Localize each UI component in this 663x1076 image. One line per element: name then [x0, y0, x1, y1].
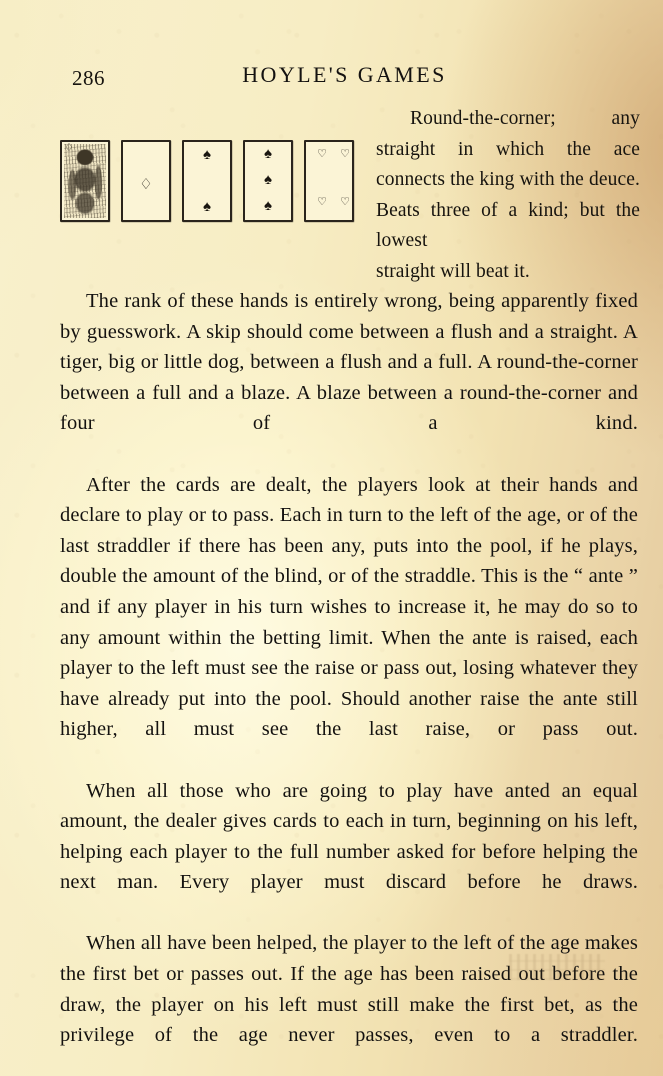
figure-with-caption	[60, 104, 640, 287]
paragraph: When all have been helped, the player to the left of the age makes the first bet or passes out. If the age has been raised out before the draw, the player on his left must still make the first bet, as the privilege of the age never passes, even to a straddler.	[60, 932, 638, 1047]
spade-pip-icon: ♠	[264, 172, 272, 188]
body-text	[60, 286, 638, 1076]
heart-pip-icon: ♡	[340, 148, 350, 160]
heart-pip-icon: ♡	[317, 148, 327, 160]
card-two-of-spades	[182, 140, 232, 222]
card-three-of-spades	[243, 140, 293, 222]
spade-pip-icon: ♠	[264, 146, 272, 162]
page-number: 286	[72, 66, 105, 90]
paragraph: The rank of these hands is entirely wrong, being apparently fixed by guesswork. A skip should come between a flush and a straight. A tiger, big or little dog, between a flush and a full. A round-the-corner between a full and a blaze. A blaze between a round-the-corner and four of a kind.	[60, 290, 638, 435]
running-title: HOYLE'S GAMES	[242, 62, 447, 87]
running-head	[0, 62, 663, 96]
heart-pip-icon: ♡	[317, 196, 327, 208]
diamond-pip-icon: ♢	[64, 142, 74, 154]
card-four-of-hearts	[304, 140, 354, 222]
playing-card-illustration	[60, 140, 365, 240]
paragraph: When all those who are going to play have anted an equal amount, the dealer gives cards to each in turn, beginning on his left, helping each player to the full number asked for before helping the next man. Every player must discard before he draws.	[60, 779, 638, 894]
figure-caption-text: Round-the-corner; any straight in which the ace connects the king with the deuce. Beats three of a kind; but the lowest	[376, 108, 640, 251]
figure-caption-last-line: straight will beat it.	[376, 260, 530, 282]
diamond-pip-icon: ♢	[139, 177, 153, 193]
spade-pip-icon: ♠	[203, 147, 211, 163]
heart-pip-icon: ♡	[340, 196, 350, 208]
spade-pip-icon: ♠	[203, 199, 211, 215]
court-figure-engraving	[64, 144, 106, 218]
card-king-of-diamonds	[60, 140, 110, 222]
card-ace-of-diamonds	[121, 140, 171, 222]
paragraph: After the cards are dealt, the players look at their hands and declare to play or to pass. Each in turn to the left of the age, or of the last straddler if there has been any, puts into the pool, if he plays, double the amount of the blind, or of the straddle. This is the “ ante ” and if any player in his turn wishes to increase it, he may do so to any amount within the betting limit. When the ante is raised, each player to the left must see the raise or pass out, losing whatever they have already put into the pool. Should another raise the ante still higher, all must see the last raise, or pass out.	[60, 473, 638, 741]
spade-pip-icon: ♠	[264, 198, 272, 214]
